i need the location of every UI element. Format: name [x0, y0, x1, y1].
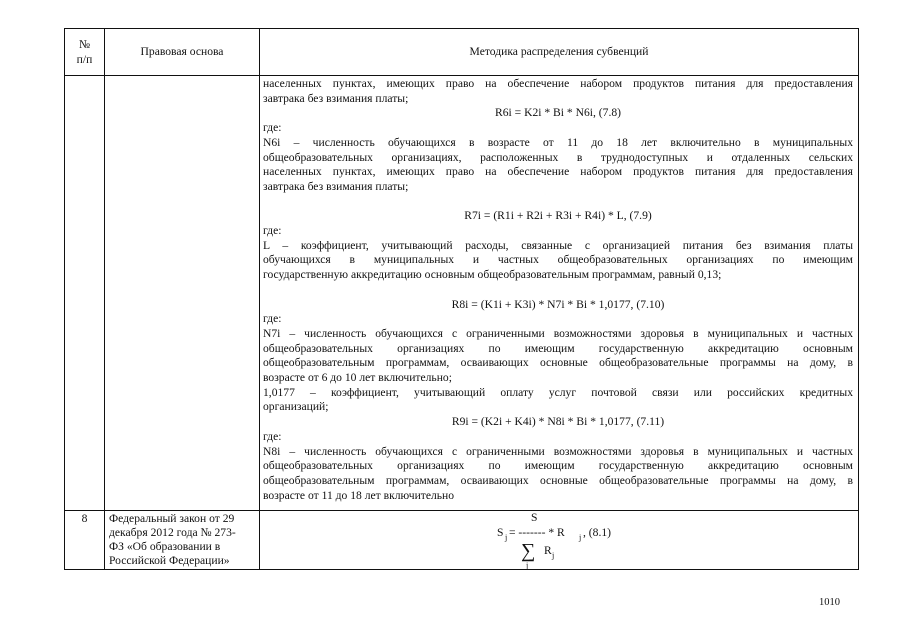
table-border-left — [64, 28, 65, 570]
methodology-line: N6i – численность обучающихся в возрасте от 11 до 18 лет включительно в муниципальных — [263, 135, 853, 149]
row-8-basis-line: декабря 2012 года № 273- — [109, 526, 236, 539]
methodology-line: общеобразовательным программам, осваивающих основные общеобразовательные программы на дому, в — [263, 473, 853, 487]
methodology-line: R6i = K2i * Bi * N6i, (7.8) — [494, 106, 622, 120]
methodology-line: обучающихся в муниципальных и частных общеобразовательных организациях по имеющим — [263, 253, 853, 267]
methodology-line: общеобразовательных организациях, расположенных в труднодоступных и отдаленных сельских — [263, 150, 853, 164]
methodology-line: N8i – численность обучающихся с ограниченными возможностями здоровья в муниципальных и частных — [263, 444, 853, 458]
methodology-line: общеобразовательных организациях по имеющим государственную аккредитацию основным — [263, 341, 853, 355]
header-methodology: Методика распределения субвенций — [469, 45, 649, 58]
methodology-line: общеобразовательных организациях по имеющим государственную аккредитацию основным — [263, 459, 853, 473]
methodology-line: завтрака без взимания платы; — [263, 179, 409, 193]
methodology-line: R9i = (K2i + K4i) * N8i * Bi * 1,0177, (7.11) — [451, 415, 665, 429]
methodology-line: L – коэффициент, учитывающий расходы, связанные с организацией питания без взимания платы — [263, 238, 853, 252]
methodology-line: организаций; — [263, 400, 329, 414]
sigma-subscript: j — [526, 561, 529, 570]
formula-tag: , (8.1) — [583, 526, 612, 539]
row-8-basis-line: Федеральный закон от 29 — [109, 512, 235, 525]
formula-denominator-subscript: j — [552, 551, 555, 560]
methodology-line: возрасте от 11 до 18 лет включительно — [263, 488, 455, 502]
methodology-line: R7i = (R1i + R2i + R3i + R4i) * L, (7.9) — [464, 209, 652, 223]
row-separator — [64, 510, 859, 511]
row-8-number: 8 — [81, 512, 88, 525]
methodology-line: где: — [263, 121, 282, 135]
methodology-line: где: — [263, 224, 282, 237]
column-divider-1 — [104, 28, 105, 570]
methodology-line: где: — [263, 429, 282, 443]
methodology-line: населенных пунктах, имеющих право на обеспечение набором продуктов питания для предоставления — [263, 77, 853, 90]
methodology-line: общеобразовательным программам, осваивающих основные общеобразовательные программы на дому, в — [263, 356, 853, 370]
methodology-line: завтрака без взимания платы; — [263, 91, 409, 105]
methodology-line: возрасте от 6 до 10 лет включительно; — [263, 371, 452, 384]
formula-r-subscript: j — [579, 533, 582, 542]
formula-lhs: S — [497, 526, 504, 539]
header-legal-basis: Правовая основа — [140, 45, 224, 58]
table-border-bottom — [64, 569, 859, 570]
methodology-line: 1,0177 – коэффициент, учитывающий оплату услуг почтовой связи или российских кредитных — [263, 385, 853, 399]
header-number-column: № п/п — [76, 38, 93, 66]
formula-numerator: S — [531, 511, 538, 524]
sigma-symbol: ∑ — [521, 540, 536, 562]
methodology-line: населенных пунктах, имеющих право на обеспечение набором продуктов питания для предоставления — [263, 165, 853, 179]
formula-denominator: R — [544, 544, 552, 557]
formula-fraction: = ------- * R — [509, 526, 565, 539]
methodology-line: R8i = (K1i + K3i) * N7i * Bi * 1,0177, (7.10) — [451, 297, 665, 311]
methodology-line: государственную аккредитацию основным общеобразовательным программам, равный 0,13; — [263, 268, 722, 282]
methodology-line: N7i – численность обучающихся с ограниченными возможностями здоровья в муниципальных и частных — [263, 326, 853, 340]
row-8-basis-line: ФЗ «Об образовании в — [109, 540, 221, 553]
formula-lhs-subscript: j — [505, 533, 508, 542]
header-separator — [64, 75, 859, 76]
page-number: 1010 — [819, 597, 840, 608]
column-divider-2 — [259, 28, 260, 570]
row-8-basis-line: Российской Федерации» — [109, 554, 230, 567]
table-border-right — [858, 28, 859, 570]
table-border-top — [64, 28, 859, 29]
methodology-line: где: — [263, 312, 282, 326]
